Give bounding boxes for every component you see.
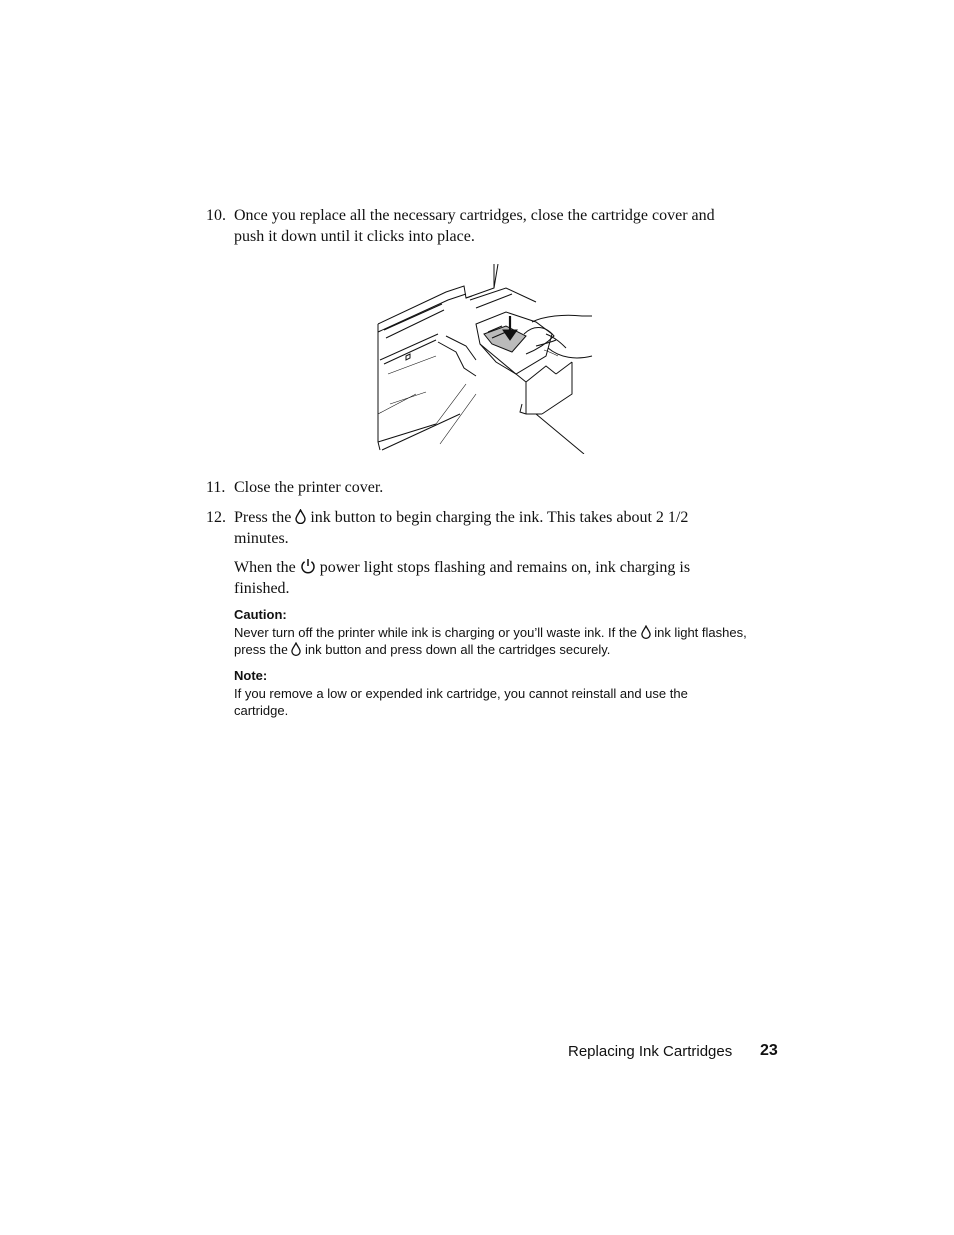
step-number: 11. [206,479,226,496]
note-text: If you remove a low or expended ink cartridge, you cannot reinstall and use the cartridge. [234,686,688,718]
footer-section-title: Replacing Ink Cartridges [568,1043,733,1060]
printer-cartridge-cover-illustration [376,264,594,454]
caution-label: Caution: [234,607,287,622]
power-light-paragraph: When the power light stops flashing and remains on, ink charging is finished. [234,559,691,597]
note-label: Note: [234,668,268,683]
caution-text: Never turn off the printer while ink is charging or you’ll waste ink. If the ink light flashes, press the ink button and press down all the cartridges securely. [234,625,747,658]
power-icon [300,558,316,574]
ink-drop-icon [641,625,651,639]
page-number: 23 [760,1042,778,1059]
step-number: 12. [206,509,226,526]
step-text: Close the printer cover. [234,479,384,496]
ink-drop-icon [291,642,301,656]
step-text: Press the ink button to begin charging the ink. This takes about 2 1/2 minutes. [234,509,689,547]
ink-drop-icon [295,509,306,524]
step-text: Once you replace all the necessary cartridges, close the cartridge cover and push it down until it clicks into place. [234,207,715,245]
step-number: 10. [206,207,226,224]
